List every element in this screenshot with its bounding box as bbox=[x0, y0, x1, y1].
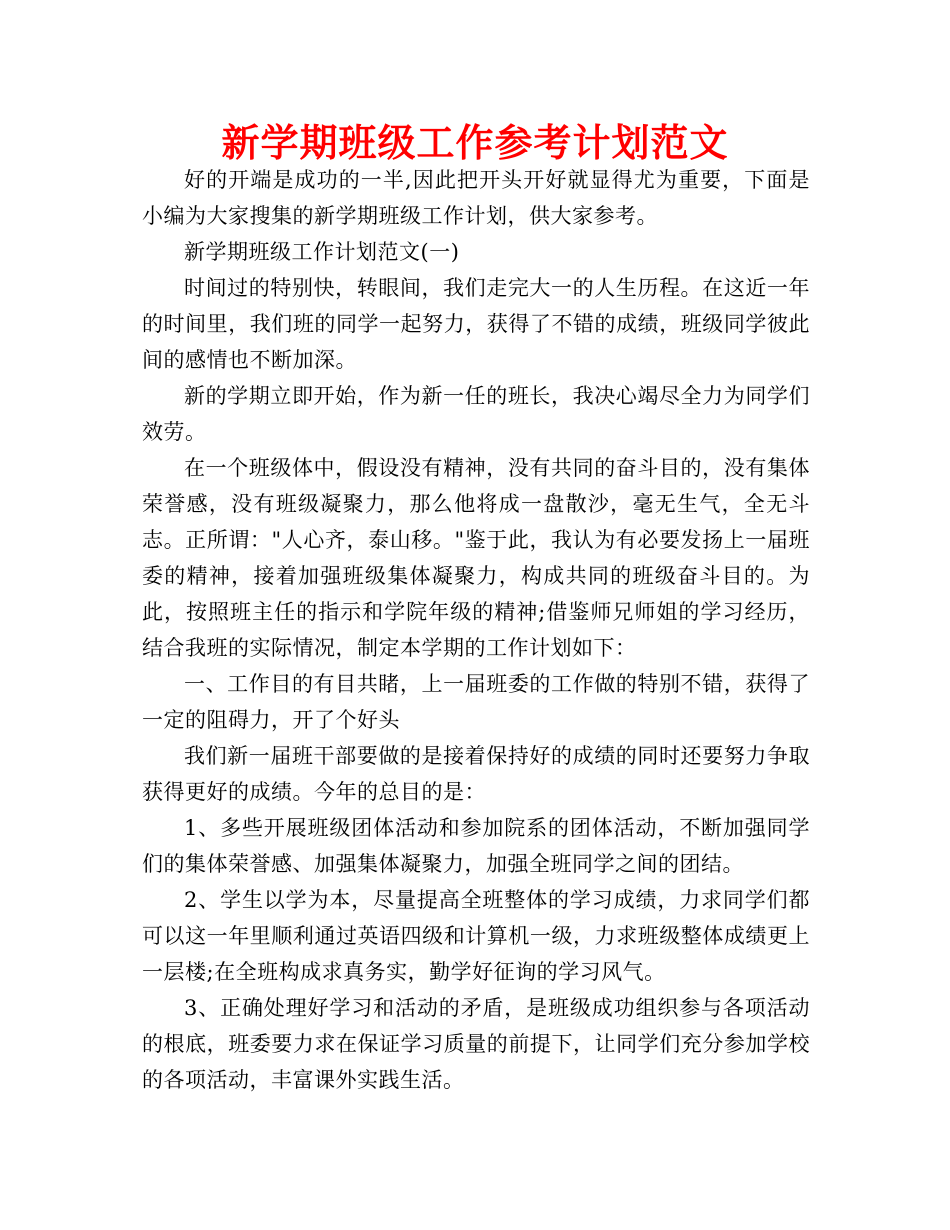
list-item: 3、正确处理好学习和活动的矛盾，是班级成功组织参与各项活动的根底，班委要力求在保证学习质量的前提下，让同学们充分参加学校的各项活动，丰富课外实践生活。 bbox=[142, 996, 810, 1092]
paragraph: 时间过的特别快，转眼间，我们走完大一的人生历程。在这近一年的时间里，我们班的同学一起努力，获得了不错的成绩，班级同学彼此间的感情也不断加深。 bbox=[142, 276, 810, 372]
paragraph-goal-heading: 一、工作目的有目共睹，上一届班委的工作做的特别不错，获得了一定的阻碍力，开了个好头 bbox=[142, 672, 810, 732]
paragraph: 我们新一届班干部要做的是接着保持好的成绩的同时还要努力争取获得更好的成绩。今年的总目的是： bbox=[142, 744, 810, 804]
paragraph: 在一个班级体中，假设没有精神，没有共同的奋斗目的，没有集体荣誉感，没有班级凝聚力，那么他将成一盘散沙，毫无生气，全无斗志。正所谓："人心齐，泰山移。"鉴于此，我认为有必要发扬上一届班委的精神，接着加强班级集体凝聚力，构成共同的班级奋斗目的。为此，按照班主任的指示和学院年级的精神;借鉴师兄师姐的学习经历，结合我班的实际情况，制定本学期的工作计划如下： bbox=[142, 456, 810, 660]
document-title: 新学期班级工作参考计划范文 bbox=[221, 121, 729, 165]
document-body bbox=[142, 162, 810, 1098]
paragraph-section-heading: 新学期班级工作计划范文(一) bbox=[184, 240, 460, 264]
paragraph: 新的学期立即开始，作为新一任的班长，我决心竭尽全力为同学们效劳。 bbox=[142, 384, 810, 444]
list-item: 1、多些开展班级团体活动和参加院系的团体活动，不断加强同学们的集体荣誉感、加强集体凝聚力，加强全班同学之间的团结。 bbox=[142, 816, 810, 876]
paragraph-intro: 好的开端是成功的一半,因此把开头开好就显得尤为重要，下面是小编为大家搜集的新学期班级工作计划，供大家参考。 bbox=[142, 168, 810, 228]
list-item: 2、学生以学为本，尽量提高全班整体的学习成绩，力求同学们都可以这一年里顺利通过英语四级和计算机一级，力求班级整体成绩更上一层楼;在全班构成求真务实，勤学好征询的学习风气。 bbox=[142, 888, 810, 984]
